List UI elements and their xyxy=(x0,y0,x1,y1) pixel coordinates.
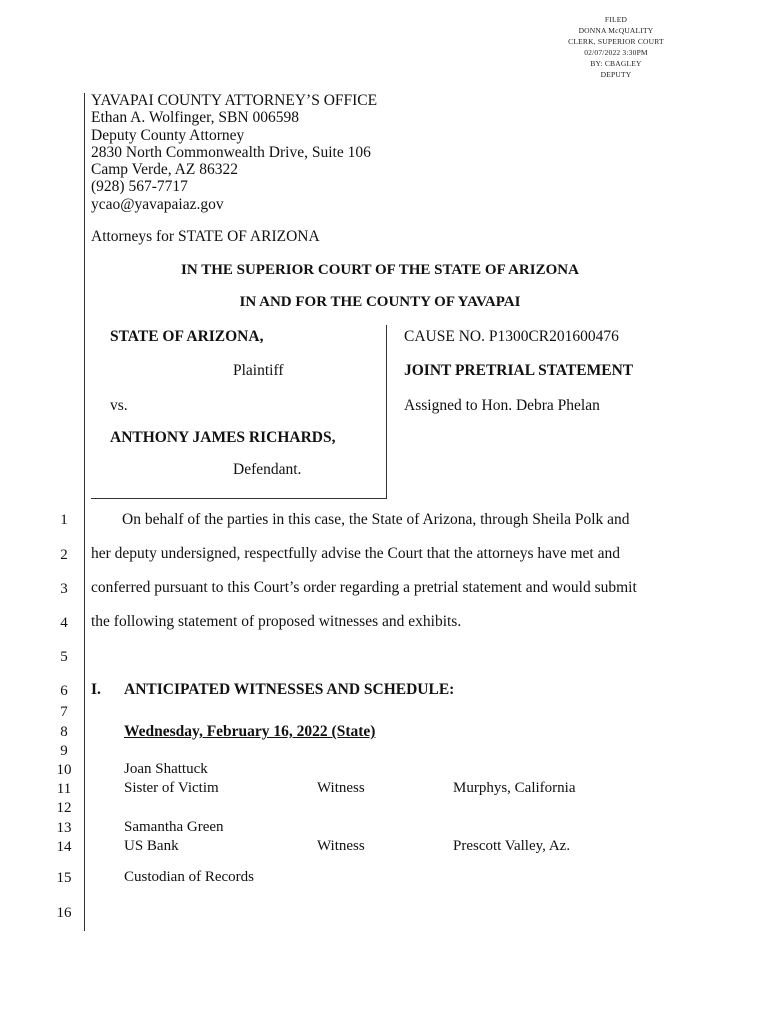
line-number: 11 xyxy=(56,781,72,797)
witness-type: Witness xyxy=(317,838,365,854)
court-title-line-1: IN THE SUPERIOR COURT OF THE STATE OF ARIZONA xyxy=(181,262,579,278)
line-number: 13 xyxy=(56,820,72,836)
section-number: I. xyxy=(91,681,101,698)
phone: (928) 567-7717 xyxy=(91,178,188,196)
stamp-line: CLERK, SUPERIOR COURT xyxy=(568,37,664,46)
body-line-3: conferred pursuant to this Court’s order regarding a pretrial statement and would submit xyxy=(91,579,637,596)
line-number: 2 xyxy=(60,547,68,563)
witness-description: US Bank xyxy=(124,838,179,854)
line-number: 15 xyxy=(56,870,72,886)
stamp-line: BY: CBAGLEY xyxy=(590,59,642,68)
assigned-judge: Assigned to Hon. Debra Phelan xyxy=(404,397,600,414)
line-number: 6 xyxy=(60,683,68,699)
witness-type: Witness xyxy=(317,780,365,796)
versus: vs. xyxy=(110,397,128,414)
line-number: 4 xyxy=(60,615,68,631)
filing-stamp xyxy=(546,14,686,80)
defendant-name: ANTHONY JAMES RICHARDS, xyxy=(110,429,336,446)
line-number: 14 xyxy=(56,839,72,855)
body-line-2: her deputy undersigned, respectfully advise the Court that the attorneys have met and xyxy=(91,545,620,562)
line-number: 7 xyxy=(60,704,68,720)
line-number: 8 xyxy=(60,724,68,740)
address-line-2: Camp Verde, AZ 86322 xyxy=(91,161,238,179)
caption-divider-vertical xyxy=(386,325,387,499)
caption-divider-horizontal xyxy=(91,498,387,499)
witness-location: Prescott Valley, Az. xyxy=(453,838,571,854)
body-line-4: the following statement of proposed witnesses and exhibits. xyxy=(91,613,462,630)
line-number: 12 xyxy=(56,800,72,816)
attorney-title: Deputy County Attorney xyxy=(91,126,245,144)
court-title-line-2: IN AND FOR THE COUNTY OF YAVAPAI xyxy=(239,294,521,310)
email: ycao@yavapaiaz.gov xyxy=(91,195,224,213)
line-number: 9 xyxy=(60,743,68,759)
witness-extra: Custodian of Records xyxy=(124,869,254,885)
witness-name: Samantha Green xyxy=(124,819,224,835)
stamp-line: DEPUTY xyxy=(600,70,632,79)
section-heading: ANTICIPATED WITNESSES AND SCHEDULE: xyxy=(124,681,455,698)
line-number: 10 xyxy=(56,762,72,778)
document-title: JOINT PRETRIAL STATEMENT xyxy=(404,362,634,379)
office-name: YAVAPAI COUNTY ATTORNEY’S OFFICE xyxy=(91,92,378,109)
defendant-role: Defendant. xyxy=(233,461,302,478)
schedule-date-heading: Wednesday, February 16, 2022 (State) xyxy=(124,723,376,740)
stamp-line: 02/07/2022 3:30PM xyxy=(584,48,648,57)
attorneys-for: Attorneys for STATE OF ARIZONA xyxy=(91,228,320,245)
witness-description: Sister of Victim xyxy=(124,780,219,796)
cause-number: CAUSE NO. P1300CR201600476 xyxy=(404,328,619,345)
plaintiff-name: STATE OF ARIZONA, xyxy=(110,328,264,345)
line-number: 5 xyxy=(60,649,68,665)
attorney-name: Ethan A. Wolfinger, SBN 006598 xyxy=(91,109,299,127)
body-line-1: On behalf of the parties in this case, the State of Arizona, through Sheila Polk and xyxy=(122,511,630,528)
line-number: 16 xyxy=(56,905,72,921)
address-line-1: 2830 North Commonwealth Drive, Suite 106 xyxy=(91,143,371,161)
witness-name: Joan Shattuck xyxy=(124,761,208,777)
witness-location: Murphys, California xyxy=(453,780,576,796)
attorney-header xyxy=(91,92,377,213)
stamp-line: DONNA McQUALITY xyxy=(578,26,654,35)
line-number: 3 xyxy=(60,581,68,597)
line-number: 1 xyxy=(60,512,68,528)
stamp-line: FILED xyxy=(604,15,628,24)
plaintiff-role: Plaintiff xyxy=(233,362,284,379)
